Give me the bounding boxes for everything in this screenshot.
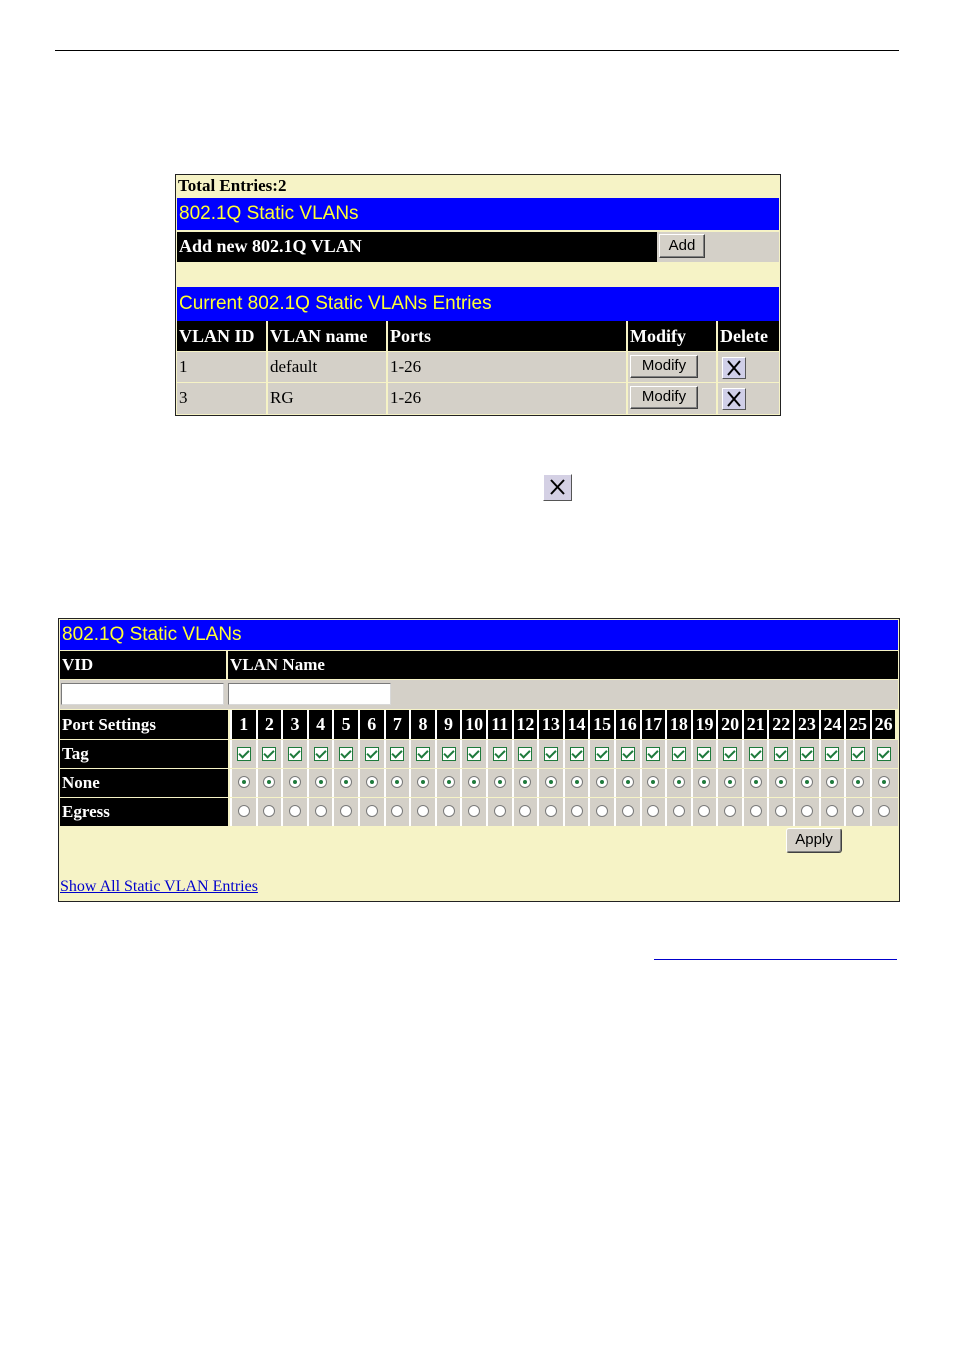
egress-radio-port-26[interactable] (878, 805, 890, 817)
egress-radio-port-4[interactable] (315, 805, 327, 817)
vlan-name-input[interactable] (228, 683, 391, 705)
tag-cell (640, 740, 666, 768)
page-top-rule (55, 50, 899, 51)
port-number-2: 2 (256, 710, 282, 739)
tag-checkbox-port-2[interactable] (262, 747, 276, 761)
port-number-9: 9 (435, 710, 461, 739)
none-radio-port-22[interactable] (775, 776, 787, 788)
tag-checkboxes (230, 740, 898, 768)
egress-radio-port-23[interactable] (801, 805, 813, 817)
tag-checkbox-port-10[interactable] (467, 747, 481, 761)
egress-radio-port-17[interactable] (647, 805, 659, 817)
port-number-12: 12 (512, 710, 538, 739)
none-cell (793, 769, 819, 797)
egress-cell (819, 798, 845, 826)
none-radio-port-2[interactable] (263, 776, 275, 788)
none-radios (230, 769, 898, 797)
vlan-name-cell: default (268, 352, 386, 382)
tag-checkbox-port-7[interactable] (390, 747, 404, 761)
none-radio-port-20[interactable] (724, 776, 736, 788)
none-radio-port-10[interactable] (468, 776, 480, 788)
ports-cell: 1-26 (388, 383, 626, 414)
tag-checkbox-port-3[interactable] (288, 747, 302, 761)
total-entries: Total Entries:2 (178, 176, 287, 195)
egress-cell (767, 798, 793, 826)
vid-input-row (60, 680, 898, 709)
none-cell (537, 769, 563, 797)
tag-checkbox-port-11[interactable] (493, 747, 507, 761)
none-radio-port-3[interactable] (289, 776, 301, 788)
delete-x-icon[interactable] (722, 357, 746, 379)
tag-cell (793, 740, 819, 768)
port-number-header (230, 710, 895, 739)
egress-radio-port-16[interactable] (622, 805, 634, 817)
port-number-20: 20 (716, 710, 742, 739)
none-radio-port-13[interactable] (545, 776, 557, 788)
vlan-id-cell: 1 (177, 352, 266, 382)
delete-x-icon (543, 474, 572, 501)
vlan-name-label: VLAN Name (228, 651, 898, 679)
tag-cell (512, 740, 538, 768)
panel-title: 802.1Q Static VLANs (177, 198, 779, 230)
egress-radio-port-7[interactable] (391, 805, 403, 817)
none-cell (767, 769, 793, 797)
tag-checkbox-port-5[interactable] (339, 747, 353, 761)
none-radio-port-21[interactable] (750, 776, 762, 788)
tag-checkbox-port-9[interactable] (442, 747, 456, 761)
none-cell (512, 769, 538, 797)
tag-checkbox-port-20[interactable] (723, 747, 737, 761)
none-radio-port-7[interactable] (391, 776, 403, 788)
egress-cell (307, 798, 333, 826)
egress-cell (844, 798, 870, 826)
tag-cell (870, 740, 896, 768)
egress-radio-port-1[interactable] (238, 805, 250, 817)
none-cell (665, 769, 691, 797)
egress-cell (537, 798, 563, 826)
tag-row (60, 740, 898, 768)
egress-radio-port-10[interactable] (468, 805, 480, 817)
egress-radio-port-19[interactable] (698, 805, 710, 817)
tag-checkbox-port-25[interactable] (851, 747, 865, 761)
port-number-18: 18 (665, 710, 691, 739)
port-number-25: 25 (844, 710, 870, 739)
egress-cell (716, 798, 742, 826)
tag-cell (460, 740, 486, 768)
port-number-19: 19 (691, 710, 717, 739)
apply-button[interactable]: Apply (786, 828, 842, 853)
egress-radio-port-18[interactable] (673, 805, 685, 817)
col-delete: Delete (718, 321, 779, 351)
none-cell (358, 769, 384, 797)
none-radio-port-5[interactable] (340, 776, 352, 788)
vid-label: VID (60, 651, 226, 679)
tag-cell (486, 740, 512, 768)
none-cell (640, 769, 666, 797)
none-radio-port-15[interactable] (596, 776, 608, 788)
table-row (177, 383, 779, 414)
tag-checkbox-port-17[interactable] (646, 747, 660, 761)
none-cell (614, 769, 640, 797)
none-cell (486, 769, 512, 797)
port-number-15: 15 (588, 710, 614, 739)
egress-cell (512, 798, 538, 826)
egress-cell (256, 798, 282, 826)
add-button[interactable]: Add (659, 234, 705, 258)
egress-cell (870, 798, 896, 826)
tag-cell (409, 740, 435, 768)
tag-checkbox-port-15[interactable] (595, 747, 609, 761)
egress-radio-port-21[interactable] (750, 805, 762, 817)
none-radio-port-18[interactable] (673, 776, 685, 788)
egress-radio-port-15[interactable] (596, 805, 608, 817)
egress-radio-port-8[interactable] (417, 805, 429, 817)
none-cell (281, 769, 307, 797)
none-radio-port-6[interactable] (366, 776, 378, 788)
none-cell (460, 769, 486, 797)
port-number-8: 8 (409, 710, 435, 739)
tag-checkbox-port-13[interactable] (544, 747, 558, 761)
egress-radio-port-3[interactable] (289, 805, 301, 817)
ports-cell: 1-26 (388, 352, 626, 382)
port-settings-label: Port Settings (60, 710, 228, 739)
add-vlan-label: Add new 802.1Q VLAN (177, 232, 657, 262)
none-radio-port-14[interactable] (571, 776, 583, 788)
total-entries-row (177, 176, 779, 198)
egress-cell (588, 798, 614, 826)
none-cell (844, 769, 870, 797)
egress-cell (742, 798, 768, 826)
tag-checkbox-port-21[interactable] (749, 747, 763, 761)
tag-cell (614, 740, 640, 768)
tag-cell (767, 740, 793, 768)
port-number-5: 5 (332, 710, 358, 739)
none-cell (409, 769, 435, 797)
egress-cell (486, 798, 512, 826)
none-cell (819, 769, 845, 797)
none-cell (332, 769, 358, 797)
none-radio-port-4[interactable] (315, 776, 327, 788)
none-radio-port-25[interactable] (852, 776, 864, 788)
egress-cell (409, 798, 435, 826)
none-cell (256, 769, 282, 797)
none-cell (691, 769, 717, 797)
egress-radio-port-2[interactable] (263, 805, 275, 817)
egress-cell (384, 798, 410, 826)
tag-checkbox-port-1[interactable] (237, 747, 251, 761)
col-vlan-id: VLAN ID (177, 321, 266, 351)
egress-cell (332, 798, 358, 826)
modify-button[interactable]: Modify (630, 355, 698, 378)
tag-cell (844, 740, 870, 768)
port-number-21: 21 (742, 710, 768, 739)
none-radio-port-17[interactable] (647, 776, 659, 788)
tag-cell (256, 740, 282, 768)
vlan-list-panel (175, 174, 781, 416)
tag-checkbox-port-18[interactable] (672, 747, 686, 761)
tag-checkbox-port-19[interactable] (697, 747, 711, 761)
show-all-static-vlan-link[interactable]: Show All Static VLAN Entries (60, 878, 258, 895)
section-title: Current 802.1Q Static VLANs Entries (177, 287, 779, 321)
hyperlink-underline (654, 959, 897, 960)
port-number-22: 22 (767, 710, 793, 739)
egress-radio-port-5[interactable] (340, 805, 352, 817)
table-row (177, 352, 779, 382)
none-row (60, 769, 898, 797)
port-number-6: 6 (358, 710, 384, 739)
egress-cell (640, 798, 666, 826)
vid-header-row (60, 651, 898, 679)
none-radio-port-12[interactable] (519, 776, 531, 788)
none-cell (742, 769, 768, 797)
tag-checkbox-port-22[interactable] (774, 747, 788, 761)
tag-cell (435, 740, 461, 768)
vlan-form-panel (58, 618, 900, 902)
none-radio-port-23[interactable] (801, 776, 813, 788)
none-cell (870, 769, 896, 797)
tag-cell (358, 740, 384, 768)
egress-radio-port-12[interactable] (519, 805, 531, 817)
tag-checkbox-port-12[interactable] (518, 747, 532, 761)
egress-radio-port-20[interactable] (724, 805, 736, 817)
port-number-17: 17 (640, 710, 666, 739)
tag-checkbox-port-26[interactable] (877, 747, 891, 761)
egress-cell (614, 798, 640, 826)
tag-checkbox-port-4[interactable] (314, 747, 328, 761)
port-number-1: 1 (230, 710, 256, 739)
col-modify: Modify (628, 321, 716, 351)
none-radio-port-9[interactable] (443, 776, 455, 788)
none-radio-port-19[interactable] (698, 776, 710, 788)
egress-cell (793, 798, 819, 826)
none-cell (588, 769, 614, 797)
egress-radio-port-9[interactable] (443, 805, 455, 817)
delete-x-icon[interactable] (722, 388, 746, 410)
col-vlan-name: VLAN name (268, 321, 386, 351)
none-label: None (60, 769, 228, 797)
egress-cell (230, 798, 256, 826)
tag-label: Tag (60, 740, 228, 768)
egress-radio-port-14[interactable] (571, 805, 583, 817)
none-cell (435, 769, 461, 797)
tag-cell (384, 740, 410, 768)
tag-cell (588, 740, 614, 768)
egress-label: Egress (60, 798, 228, 826)
port-number-26: 26 (870, 710, 896, 739)
port-number-4: 4 (307, 710, 333, 739)
port-number-11: 11 (486, 710, 512, 739)
egress-radio-port-13[interactable] (545, 805, 557, 817)
tag-checkbox-port-6[interactable] (365, 747, 379, 761)
none-radio-port-16[interactable] (622, 776, 634, 788)
port-number-24: 24 (819, 710, 845, 739)
tag-cell (230, 740, 256, 768)
egress-cell (665, 798, 691, 826)
tag-cell (281, 740, 307, 768)
tag-cell (716, 740, 742, 768)
tag-cell (691, 740, 717, 768)
egress-cell (563, 798, 589, 826)
egress-cell (358, 798, 384, 826)
egress-cell (435, 798, 461, 826)
none-radio-port-11[interactable] (494, 776, 506, 788)
form-title: 802.1Q Static VLANs (60, 620, 898, 650)
port-number-14: 14 (563, 710, 589, 739)
none-cell (563, 769, 589, 797)
port-number-23: 23 (793, 710, 819, 739)
none-cell (230, 769, 256, 797)
none-radio-port-1[interactable] (238, 776, 250, 788)
tag-checkbox-port-16[interactable] (621, 747, 635, 761)
port-number-3: 3 (281, 710, 307, 739)
port-number-13: 13 (537, 710, 563, 739)
none-cell (384, 769, 410, 797)
tag-cell (665, 740, 691, 768)
port-number-7: 7 (384, 710, 410, 739)
none-cell (716, 769, 742, 797)
col-ports: Ports (388, 321, 626, 351)
egress-radio-port-22[interactable] (775, 805, 787, 817)
egress-radio-port-24[interactable] (826, 805, 838, 817)
vlan-name-cell: RG (268, 383, 386, 414)
egress-radios (230, 798, 898, 826)
port-number-16: 16 (614, 710, 640, 739)
none-cell (307, 769, 333, 797)
vid-input[interactable] (61, 683, 224, 705)
none-radio-port-26[interactable] (878, 776, 890, 788)
tag-cell (819, 740, 845, 768)
egress-cell (691, 798, 717, 826)
egress-radio-port-25[interactable] (852, 805, 864, 817)
table-header (177, 321, 779, 351)
tag-checkbox-port-14[interactable] (570, 747, 584, 761)
tag-checkbox-port-23[interactable] (800, 747, 814, 761)
none-radio-port-24[interactable] (826, 776, 838, 788)
egress-row (60, 798, 898, 826)
tag-cell (742, 740, 768, 768)
port-number-10: 10 (460, 710, 486, 739)
tag-cell (307, 740, 333, 768)
port-settings-row (60, 710, 898, 739)
tag-cell (563, 740, 589, 768)
none-radio-port-8[interactable] (417, 776, 429, 788)
tag-cell (332, 740, 358, 768)
egress-cell (460, 798, 486, 826)
egress-cell (281, 798, 307, 826)
tag-cell (537, 740, 563, 768)
tag-checkbox-port-24[interactable] (825, 747, 839, 761)
modify-button[interactable]: Modify (630, 386, 698, 409)
vlan-id-cell: 3 (177, 383, 266, 414)
tag-checkbox-port-8[interactable] (416, 747, 430, 761)
egress-radio-port-6[interactable] (366, 805, 378, 817)
egress-radio-port-11[interactable] (494, 805, 506, 817)
add-vlan-row (177, 232, 779, 262)
